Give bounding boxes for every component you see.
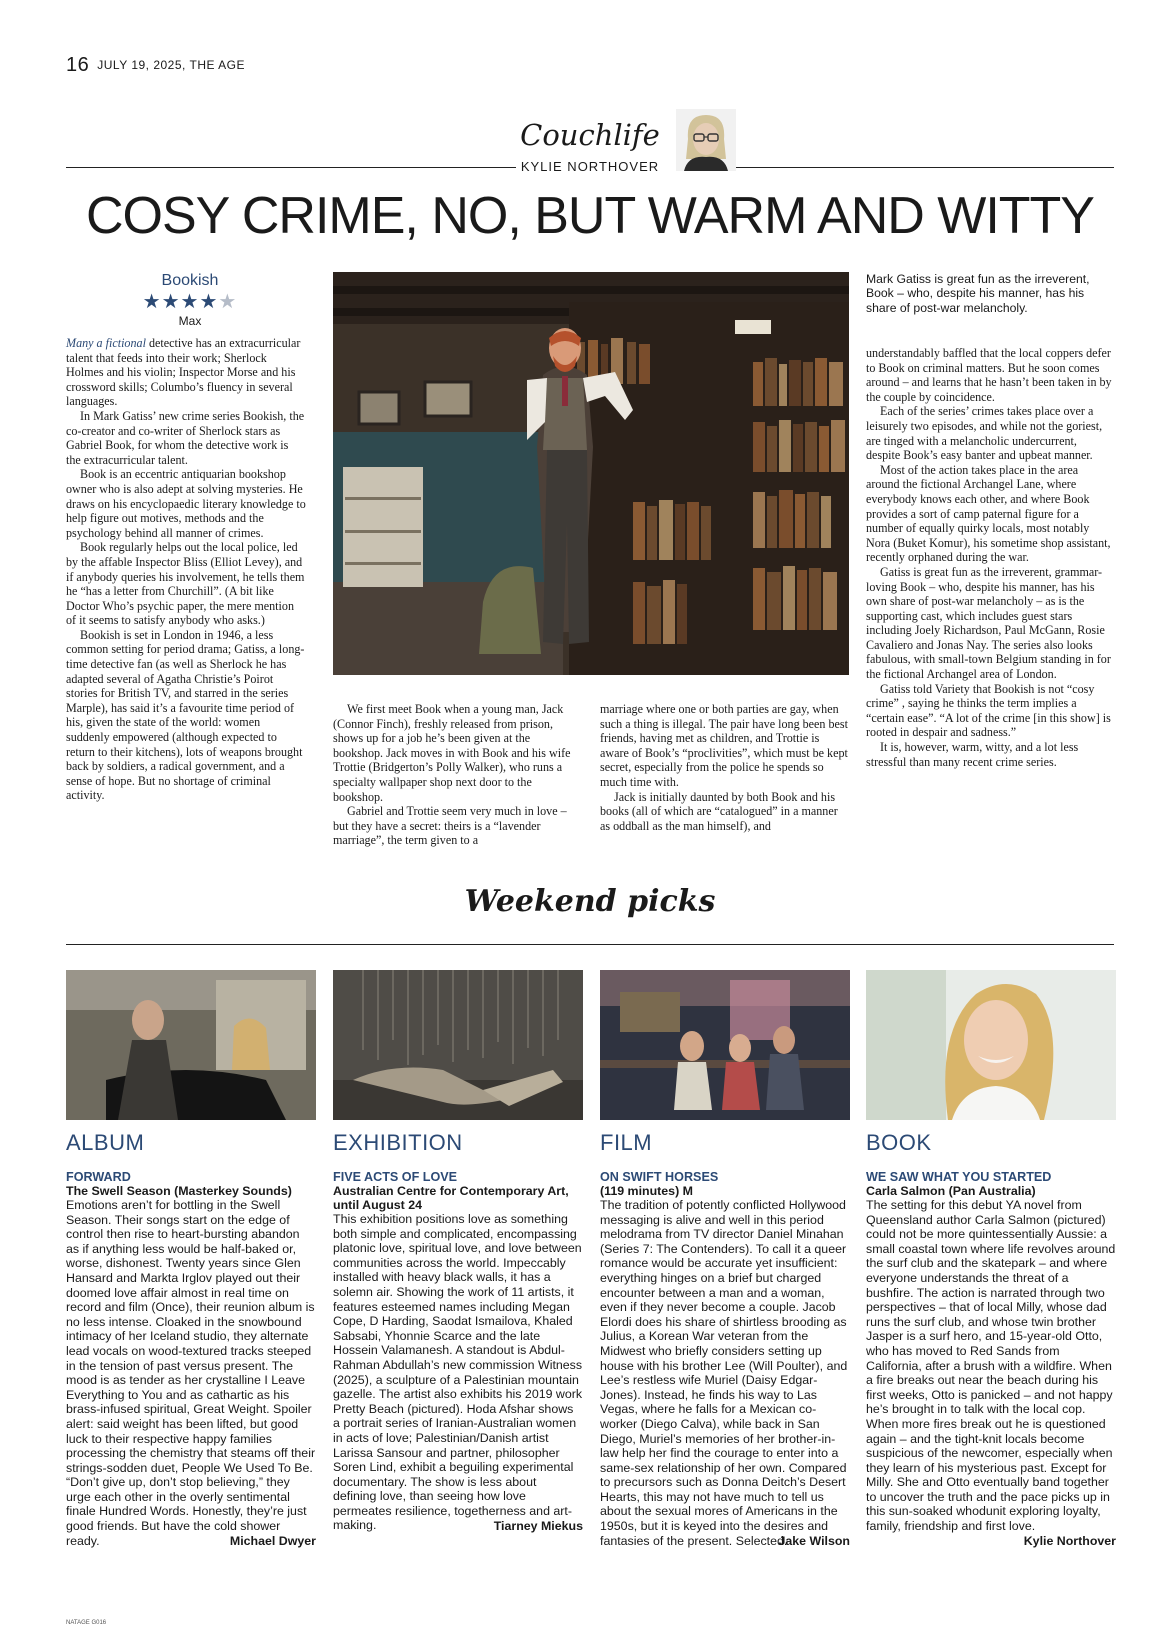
article-paragraph: Each of the series’ crimes takes place over a leisurely two episodes, and while not the goriest, are tinged with a melancholic undercurrent, despite Book’s easy banter and upbeat manner. xyxy=(866,404,1103,463)
article-paragraph: We first meet Book when a young man, Jack (Connor Finch), freshly released from prison, shows up for a job he’s been given at the bookshop. Jack moves in with Book and his wife Trottie (Bridgerton’s Polly Walker), who runs a specialty wallpaper shop next door to the bookshop. xyxy=(333,702,571,804)
album-photo xyxy=(66,970,316,1120)
star-icons-filled: ★★★★ xyxy=(142,291,219,313)
article-paragraph: It is, however, warm, witty, and a lot less stressful than many recent crime series. xyxy=(866,740,1079,769)
star-icon-empty: ★ xyxy=(218,291,238,313)
article-paragraph: Bookish is set in London in 1946, a less common setting for period drama; Gatiss, a long-time detective fan (as well as Sherlock he has adapted several of Agatha Christie’s Poirot stories for British TV, and starred in the series Marple), has said it’s a favourite time period of his, given the state of the world: women suddenly empowered (although expected to return to their kitchens), lots of weapons brought back by soldiers, a radical government, and a sense of hope. But no shortage of criminal activity. xyxy=(66,627,305,803)
pick-title: FORWARD xyxy=(66,1170,131,1184)
pick-body: The setting for this debut YA novel from Queensland author Carla Salmon (pictured) could not be more quintessentially Aussie: a small coastal town where life revolves around the surf club and the skatepark – and where everyone understands the threat of a bushfire. The action is narrated through two perspectives – that of local Milly, whose dad runs the surf club, and whose twin brother Jasper is a surf hero, and 15-year-old Otto, who has moved to Red Sands from California, after a brush with a wildfire. When a fire breaks out near the beach during his first weeks, Otto is panicked – and not happy he’s brought in to talk with the local cop. When more fires break out he is questioned again – and the tight-knit locals become suspicious of the newcomer, especially when they learn of his mysterious past. Except for Milly. She and Otto eventually band together to uncover the truth and the pace picks up in this sun-soaked whodunit exploring loyalty, family, friendship and first love. xyxy=(866,1198,1116,1534)
pick-body: This exhibition positions love as something both simple and complicated, encompassing platonic love, spiritual love, and love between communities across the world. Impeccably installed with heavy black walls, it has a solemn air. Showing the work of 11 artists, it features esteemed names including Megan Cope, D Harding, Saodat Ismailova, Khaled Sabsabi, Yhonnie Scarce and the late Hossein Valamanesh. A standout is Abdul-Rahman Abdullah’s new commission Witness (2025), a sculpture of a Palestinian mountain gazelle. The artist also exhibits his 2019 work Pretty Beach (pictured). Hoda Afshar shows a portrait series of Iranian-Australian women in acts of love; Palestinian/Danish artist Larissa Sansour and partner, philosopher Soren Lind, exhibit a beguiling experimental documentary. The show is less about defining love, than seeing how love permeates resilience, togetherness and art-making. xyxy=(333,1212,583,1533)
pick-author: Tiarney Miekus xyxy=(493,1519,583,1534)
section-rule-right xyxy=(722,167,1114,168)
pick-exhibition xyxy=(333,970,583,1534)
page-number: 16 xyxy=(66,54,90,76)
author-photo xyxy=(866,970,1116,1120)
pick-category: BOOK xyxy=(866,1130,932,1155)
print-code: NATAGE G016 xyxy=(66,1620,107,1626)
article-column-3 xyxy=(600,702,850,833)
streaming-service: Max xyxy=(178,314,202,328)
columnist-byline: KYLIE NORTHOVER xyxy=(520,159,660,174)
section-header xyxy=(0,112,1170,172)
article-paragraph: Jack is initially daunted by both Book and his books (all of which are “catalogued” in a manner as oddball as the man himself), and xyxy=(600,789,838,833)
pick-subtitle: (119 minutes) M xyxy=(600,1184,693,1198)
columnist-photo xyxy=(676,109,736,171)
pick-author: Michael Dwyer xyxy=(229,1534,316,1549)
article-column-1 xyxy=(66,336,306,803)
pick-author: Jake Wilson xyxy=(778,1534,850,1549)
lead-in: Many a fictional xyxy=(66,336,146,350)
headline: COSY CRIME, NO, BUT WARM AND WITTY xyxy=(86,187,1094,245)
article-paragraph: marriage where one or both parties are gay, when such a thing is illegal. The pair have long been best friends, having met as children, and Trottie is aware of Book’s “proclivities”, which must be kept secret, especially from the police he spends so much time with. xyxy=(600,702,848,789)
date-paper: JULY 19, 2025, THE AGE xyxy=(97,58,245,72)
article-paragraph: Gatiss is great fun as the irreverent, grammar-loving Book – who, despite his manner, has his own share of post-war melancholy – as is the supporting cast, which includes guest stars including Joely Richardson, Paul McGann, Rosie Cavaliero and Jonas Nay. The series also looks fabulous, with small-town Belgium standing in for the fictional Archangel area of London. xyxy=(866,564,1111,682)
pick-album xyxy=(66,970,316,1549)
pick-book xyxy=(866,970,1116,1548)
photo-caption: Mark Gatiss is great fun as the irreverent, Book – who, despite his manner, has his share of post-war melancholy. xyxy=(866,272,1090,315)
article-paragraph: In Mark Gatiss’ new crime series Bookish, the co-creator and co-writer of Sherlock stars as Gabriel Book, for whom the detective work is the extracurricular talent. xyxy=(66,408,305,467)
pick-author: Kylie Northover xyxy=(1023,1533,1116,1548)
pick-title: FIVE ACTS OF LOVE xyxy=(333,1170,458,1184)
article-column-2 xyxy=(333,702,579,848)
article-paragraph: Book regularly helps out the local police, led by the affable Inspector Bliss (Elliot Levey), and if anybody queries his involvement, he tells them he “has a letter from Churchill”. (A bit like Doctor Who’s psychic paper, the mere mention of it seems to satisfy anybody who asks.) xyxy=(66,540,305,628)
pick-body: Emotions aren’t for bottling in the Swell Season. Their songs start on the edge of control then rise to heart-bursting abandon as if anything less would be half-baked or, worse, dishonest. Twenty years since Glen Hansard and Markta Irglov played out their doomed love affair almost in real time on record and film (Once), their reunion album is no less intense. Cloaked in the snowbound intimacy of her Iceland studio, they alternate lead vocals on wood-textured tracks steeped in the tension of past versus present. The mood is as tender as her crystalline I Leave Everything to You and as cathartic as his brass-infused spiritual, Great Weight. Spoiler alert: said weight has been lifted, but good luck to their respective happy families processing the chemistry that steams off their strings-sodden duet, People We Used To Be. “Don’t give up, don’t stop believing,” they urge each other in the overly sentimental finale Hundred Words. Honestly, they’re just good friends. But have the cold shower ready. xyxy=(66,1198,316,1548)
pick-title: ON SWIFT HORSES xyxy=(600,1170,719,1184)
star-rating xyxy=(80,290,300,314)
pick-title: WE SAW WHAT YOU STARTED xyxy=(866,1170,1052,1184)
show-title: Bookish xyxy=(161,272,219,289)
folio xyxy=(66,54,245,77)
pick-category: EXHIBITION xyxy=(333,1130,463,1155)
pick-subtitle: The Swell Season (Masterkey Sounds) xyxy=(66,1184,292,1198)
article-paragraph: Gabriel and Trottie seem very much in love – but they have a secret: theirs is a “lavender marriage”, the term given to a xyxy=(333,804,567,848)
review-info xyxy=(80,272,300,328)
pick-subtitle: Carla Salmon (Pan Australia) xyxy=(866,1184,1036,1198)
film-still xyxy=(600,970,850,1120)
article-paragraph: Most of the action takes place in the area around the fictional Archangel Lane, where everybody knows each other, and where Book provides a sort of camp paternal figure for a number of equally quirky locals, most notably Nora (Buket Komur), his sometime shop assistant, recently orphaned during the war. xyxy=(866,462,1111,565)
pick-category: ALBUM xyxy=(66,1130,145,1155)
article-paragraph: Gatiss told Variety that Bookish is not “cosy crime” , saying he thinks the term implies a “certain ease”. “A lot of the crime [in this show] is rooted in despair and sadness.” xyxy=(866,681,1111,740)
weekend-picks-title: Weekend picks xyxy=(464,884,716,919)
article-paragraph: understandably baffled that the local coppers defer to Book on criminal matters. But he soon comes around – and learns that he hasn’t been taken in by the couple by coincidence. xyxy=(866,346,1112,404)
picks-rule xyxy=(66,944,1114,945)
pick-category: FILM xyxy=(600,1130,653,1155)
section-rule-left xyxy=(66,167,516,168)
exhibition-photo xyxy=(333,970,583,1120)
article-column-4 xyxy=(866,346,1114,769)
article-paragraph: Many a fictional detective has an extracurricular talent that feeds into their work; Sherlock Holmes and his violin; Inspector Morse and his crossword skills; Columbo’s fluency in several languages. xyxy=(66,336,301,409)
pick-subtitle: Australian Centre for Contemporary Art, until August 24 xyxy=(333,1184,569,1212)
article-paragraph: Book is an eccentric antiquarian bookshop owner who is also adept at solving mysteries. He draws on his encyclopaedic literary knowledge to help figure out motives, methods and the psychology behind all manner of crimes. xyxy=(66,467,306,540)
section-title: Couchlife xyxy=(520,118,660,152)
pick-film xyxy=(600,970,850,1549)
bookshop-photo xyxy=(333,272,849,675)
pick-body: The tradition of potently conflicted Hollywood messaging is alive and well in this period melodrama from TV director Daniel Minahan (Series 7: The Contenders). To call it a queer romance would be accurate yet insufficient: everything hinges on a brief but charged encounter between a man and a woman, even if they never become a couple. Jacob Elordi does his share of shirtless brooding as Julius, a Korean War veteran from the Midwest who briefly considers setting up house with his brother Lee (Will Poulter), and Lee’s restless wife Muriel (Daisy Edgar-Jones). Instead, he finds his way to Las Vegas, where he falls for a Mexican co-worker (Diego Calva), while back in San Diego, Muriel’s memories of her brother-in-law help her find the courage to enter into a same-sex relationship of her own. Compared to precursors such as Donna Deitch’s Desert Hearts, this may not have much to tell us about the sexual mores of Americans in the 1950s, but it is keyed into the desires and fantasies of the present. Selected. xyxy=(600,1198,848,1548)
